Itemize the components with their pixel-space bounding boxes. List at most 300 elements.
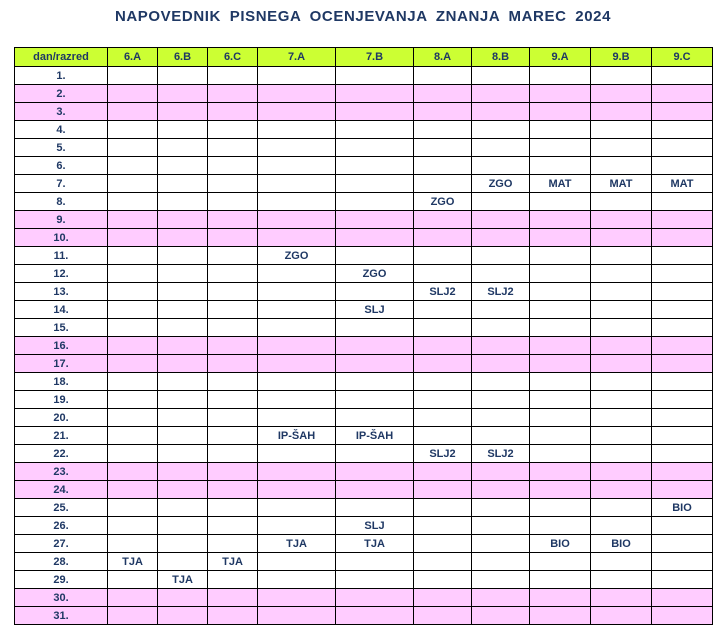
exam-cell: [414, 157, 472, 175]
exam-cell: [108, 481, 158, 499]
exam-cell: [158, 373, 208, 391]
table-row: [15, 571, 713, 589]
day-cell: 13.: [15, 283, 108, 301]
exam-cell: [530, 319, 591, 337]
exam-cell: [591, 265, 652, 283]
day-cell: 25.: [15, 499, 108, 517]
exam-cell: [208, 121, 258, 139]
exam-cell: [414, 175, 472, 193]
exam-cell: [258, 553, 336, 571]
exam-cell: [414, 409, 472, 427]
exam-cell: [258, 445, 336, 463]
day-cell: 9.: [15, 211, 108, 229]
exam-cell: SLJ: [336, 301, 414, 319]
exam-cell: [108, 157, 158, 175]
day-cell: 24.: [15, 481, 108, 499]
exam-cell: [530, 553, 591, 571]
exam-cell: [414, 121, 472, 139]
exam-cell: [208, 517, 258, 535]
header-class-9a: 9.A: [530, 48, 591, 67]
exam-cell: [336, 463, 414, 481]
exam-cell: [652, 337, 713, 355]
exam-cell: [336, 121, 414, 139]
exam-cell: [208, 211, 258, 229]
exam-cell: [108, 319, 158, 337]
exam-cell: [652, 85, 713, 103]
exam-cell: [591, 193, 652, 211]
exam-cell: [530, 499, 591, 517]
exam-cell: [108, 445, 158, 463]
exam-cell: [258, 157, 336, 175]
exam-cell: [472, 373, 530, 391]
exam-cell: [414, 85, 472, 103]
exam-cell: [336, 391, 414, 409]
exam-cell: [652, 301, 713, 319]
exam-cell: [158, 481, 208, 499]
exam-cell: [336, 589, 414, 607]
exam-cell: [652, 211, 713, 229]
day-cell: 18.: [15, 373, 108, 391]
exam-cell: TJA: [258, 535, 336, 553]
exam-cell: [108, 535, 158, 553]
exam-cell: [414, 319, 472, 337]
exam-cell: SLJ: [336, 517, 414, 535]
exam-cell: BIO: [652, 499, 713, 517]
exam-cell: [258, 139, 336, 157]
exam-cell: [208, 157, 258, 175]
exam-cell: [158, 211, 208, 229]
exam-cell: [652, 355, 713, 373]
exam-cell: [472, 67, 530, 85]
exam-cell: [591, 85, 652, 103]
header-class-6c: 6.C: [208, 48, 258, 67]
exam-cell: [530, 517, 591, 535]
exam-cell: [258, 67, 336, 85]
exam-cell: [591, 409, 652, 427]
exam-cell: [414, 337, 472, 355]
table-row: [15, 499, 713, 517]
exam-cell: [258, 607, 336, 625]
exam-cell: [258, 391, 336, 409]
exam-cell: [472, 85, 530, 103]
exam-cell: [258, 301, 336, 319]
exam-cell: ZGO: [414, 193, 472, 211]
exam-cell: [208, 103, 258, 121]
day-cell: 3.: [15, 103, 108, 121]
exam-cell: [336, 319, 414, 337]
table-row: [15, 445, 713, 463]
exam-cell: IP-ŠAH: [258, 427, 336, 445]
exam-cell: [158, 229, 208, 247]
exam-cell: [652, 103, 713, 121]
table-row: [15, 373, 713, 391]
exam-cell: [414, 265, 472, 283]
exam-cell: [652, 319, 713, 337]
exam-cell: [591, 427, 652, 445]
exam-cell: ZGO: [336, 265, 414, 283]
exam-cell: [414, 373, 472, 391]
exam-cell: [108, 175, 158, 193]
day-cell: 17.: [15, 355, 108, 373]
exam-cell: [336, 211, 414, 229]
exam-cell: [472, 481, 530, 499]
exam-cell: [208, 193, 258, 211]
day-cell: 10.: [15, 229, 108, 247]
exam-cell: [208, 265, 258, 283]
exam-cell: [530, 247, 591, 265]
exam-cell: TJA: [336, 535, 414, 553]
table-row: [15, 85, 713, 103]
exam-cell: [530, 355, 591, 373]
day-cell: 2.: [15, 85, 108, 103]
exam-cell: [530, 481, 591, 499]
exam-cell: [414, 427, 472, 445]
exam-cell: [208, 571, 258, 589]
exam-cell: [591, 319, 652, 337]
exam-cell: [258, 103, 336, 121]
header-class-6a: 6.A: [108, 48, 158, 67]
exam-cell: [108, 373, 158, 391]
exam-cell: [414, 139, 472, 157]
exam-cell: [591, 517, 652, 535]
day-cell: 19.: [15, 391, 108, 409]
exam-cell: [158, 85, 208, 103]
exam-cell: MAT: [652, 175, 713, 193]
exam-cell: [258, 193, 336, 211]
exam-cell: [158, 67, 208, 85]
exam-cell: [108, 499, 158, 517]
exam-cell: [108, 589, 158, 607]
exam-cell: [208, 499, 258, 517]
exam-cell: [652, 139, 713, 157]
header-class-7a: 7.A: [258, 48, 336, 67]
exam-cell: [472, 229, 530, 247]
exam-cell: [158, 157, 208, 175]
exam-cell: [336, 373, 414, 391]
exam-cell: [472, 517, 530, 535]
exam-cell: [472, 247, 530, 265]
exam-cell: [258, 463, 336, 481]
table-row: [15, 211, 713, 229]
exam-cell: [208, 175, 258, 193]
exam-cell: [336, 481, 414, 499]
exam-cell: TJA: [108, 553, 158, 571]
exam-cell: [258, 409, 336, 427]
exam-cell: [472, 193, 530, 211]
exam-cell: [652, 571, 713, 589]
exam-cell: [336, 607, 414, 625]
exam-cell: [472, 427, 530, 445]
exam-cell: [472, 607, 530, 625]
exam-cell: [208, 355, 258, 373]
exam-cell: [108, 103, 158, 121]
exam-cell: [158, 409, 208, 427]
exam-cell: [414, 229, 472, 247]
exam-cell: [591, 589, 652, 607]
day-cell: 31.: [15, 607, 108, 625]
exam-cell: [158, 247, 208, 265]
table-row: [15, 319, 713, 337]
exam-cell: [158, 499, 208, 517]
day-cell: 12.: [15, 265, 108, 283]
exam-cell: [530, 211, 591, 229]
exam-cell: [472, 409, 530, 427]
exam-cell: [336, 139, 414, 157]
exam-cell: [336, 409, 414, 427]
exam-cell: [530, 265, 591, 283]
exam-cell: [108, 121, 158, 139]
exam-cell: BIO: [591, 535, 652, 553]
exam-cell: [336, 103, 414, 121]
header-class-7b: 7.B: [336, 48, 414, 67]
exam-cell: [158, 301, 208, 319]
exam-cell: [258, 283, 336, 301]
table-row: [15, 355, 713, 373]
exam-cell: BIO: [530, 535, 591, 553]
exam-cell: IP-ŠAH: [336, 427, 414, 445]
exam-cell: [472, 211, 530, 229]
exam-cell: [652, 391, 713, 409]
exam-cell: [591, 283, 652, 301]
exam-cell: [591, 355, 652, 373]
exam-cell: MAT: [591, 175, 652, 193]
exam-cell: [591, 391, 652, 409]
exam-cell: [336, 337, 414, 355]
exam-cell: [258, 373, 336, 391]
exam-cell: [158, 589, 208, 607]
exam-cell: [336, 85, 414, 103]
exam-cell: [336, 355, 414, 373]
exam-cell: [208, 373, 258, 391]
header-class-9b: 9.B: [591, 48, 652, 67]
exam-cell: [414, 607, 472, 625]
day-cell: 4.: [15, 121, 108, 139]
day-cell: 29.: [15, 571, 108, 589]
exam-cell: [652, 373, 713, 391]
schedule-body: [15, 67, 713, 625]
exam-cell: [652, 427, 713, 445]
exam-cell: SLJ2: [472, 283, 530, 301]
exam-cell: [414, 391, 472, 409]
day-cell: 27.: [15, 535, 108, 553]
exam-cell: [108, 283, 158, 301]
exam-cell: [336, 175, 414, 193]
exam-cell: [258, 499, 336, 517]
table-row: [15, 391, 713, 409]
table-row: [15, 175, 713, 193]
exam-cell: [158, 553, 208, 571]
exam-cell: [591, 103, 652, 121]
exam-cell: [208, 481, 258, 499]
exam-cell: ZGO: [472, 175, 530, 193]
exam-cell: [208, 139, 258, 157]
table-row: [15, 265, 713, 283]
exam-cell: [591, 67, 652, 85]
exam-cell: [652, 445, 713, 463]
exam-cell: [208, 535, 258, 553]
exam-cell: [472, 139, 530, 157]
exam-cell: [472, 589, 530, 607]
header-class-6b: 6.B: [158, 48, 208, 67]
exam-cell: [530, 391, 591, 409]
exam-cell: [591, 337, 652, 355]
exam-cell: [108, 391, 158, 409]
exam-cell: [414, 553, 472, 571]
exam-cell: [258, 229, 336, 247]
exam-cell: [258, 85, 336, 103]
exam-cell: [530, 283, 591, 301]
exam-cell: [158, 139, 208, 157]
exam-cell: [414, 463, 472, 481]
exam-cell: [591, 553, 652, 571]
exam-cell: [591, 463, 652, 481]
table-row: [15, 121, 713, 139]
exam-cell: [414, 481, 472, 499]
exam-cell: [108, 409, 158, 427]
exam-cell: [208, 301, 258, 319]
table-row: [15, 247, 713, 265]
table-row: [15, 229, 713, 247]
exam-cell: [208, 409, 258, 427]
exam-cell: [530, 463, 591, 481]
exam-cell: [472, 355, 530, 373]
exam-cell: [414, 247, 472, 265]
exam-cell: [258, 121, 336, 139]
exam-cell: [108, 607, 158, 625]
exam-cell: [414, 67, 472, 85]
day-cell: 11.: [15, 247, 108, 265]
exam-cell: [208, 445, 258, 463]
day-cell: 23.: [15, 463, 108, 481]
exam-cell: [652, 463, 713, 481]
exam-cell: [652, 121, 713, 139]
exam-cell: [472, 103, 530, 121]
exam-cell: [414, 355, 472, 373]
exam-cell: [652, 553, 713, 571]
exam-cell: [108, 301, 158, 319]
exam-cell: [591, 445, 652, 463]
exam-cell: [530, 121, 591, 139]
table-row: [15, 283, 713, 301]
exam-cell: SLJ2: [472, 445, 530, 463]
exam-cell: [108, 229, 158, 247]
exam-cell: [108, 337, 158, 355]
exam-cell: [158, 607, 208, 625]
exam-cell: [591, 571, 652, 589]
exam-cell: [414, 499, 472, 517]
exam-cell: [530, 571, 591, 589]
exam-cell: [530, 409, 591, 427]
exam-cell: [652, 283, 713, 301]
exam-cell: [258, 319, 336, 337]
exam-cell: [530, 229, 591, 247]
exam-cell: [414, 301, 472, 319]
exam-cell: [258, 265, 336, 283]
exam-cell: [591, 211, 652, 229]
header-class-8b: 8.B: [472, 48, 530, 67]
exam-cell: [336, 445, 414, 463]
table-row: [15, 481, 713, 499]
day-cell: 8.: [15, 193, 108, 211]
exam-cell: [472, 463, 530, 481]
exam-cell: [530, 193, 591, 211]
exam-cell: [108, 517, 158, 535]
exam-cell: [158, 319, 208, 337]
exam-cell: [652, 535, 713, 553]
exam-cell: [530, 157, 591, 175]
day-cell: 14.: [15, 301, 108, 319]
exam-cell: [530, 67, 591, 85]
exam-cell: [336, 553, 414, 571]
exam-cell: [258, 211, 336, 229]
exam-cell: [158, 193, 208, 211]
exam-cell: [208, 67, 258, 85]
exam-cell: [108, 139, 158, 157]
exam-cell: [652, 157, 713, 175]
exam-cell: [414, 211, 472, 229]
exam-cell: [652, 67, 713, 85]
header-row: [15, 48, 713, 67]
table-row: [15, 607, 713, 625]
exam-cell: [336, 499, 414, 517]
exam-cell: [591, 157, 652, 175]
exam-cell: [591, 247, 652, 265]
exam-cell: [158, 463, 208, 481]
exam-cell: [208, 391, 258, 409]
exam-cell: [472, 571, 530, 589]
day-cell: 21.: [15, 427, 108, 445]
header-class-8a: 8.A: [414, 48, 472, 67]
day-cell: 6.: [15, 157, 108, 175]
exam-cell: [530, 445, 591, 463]
exam-cell: [108, 463, 158, 481]
exam-cell: [208, 247, 258, 265]
exam-cell: [472, 499, 530, 517]
exam-cell: [158, 121, 208, 139]
exam-cell: [530, 337, 591, 355]
exam-cell: [530, 85, 591, 103]
exam-cell: [108, 85, 158, 103]
exam-cell: [258, 571, 336, 589]
table-row: [15, 463, 713, 481]
exam-cell: [158, 337, 208, 355]
table-row: [15, 337, 713, 355]
table-row: [15, 193, 713, 211]
exam-cell: [652, 265, 713, 283]
exam-cell: [158, 427, 208, 445]
day-cell: 22.: [15, 445, 108, 463]
exam-cell: [472, 157, 530, 175]
exam-cell: [652, 589, 713, 607]
exam-cell: [158, 535, 208, 553]
header-day-class: dan/razred: [15, 48, 108, 67]
day-cell: 20.: [15, 409, 108, 427]
table-row: [15, 157, 713, 175]
exam-cell: [530, 373, 591, 391]
exam-cell: [158, 175, 208, 193]
exam-cell: [336, 67, 414, 85]
exam-cell: [652, 229, 713, 247]
exam-cell: [208, 607, 258, 625]
exam-cell: [108, 247, 158, 265]
day-cell: 28.: [15, 553, 108, 571]
exam-cell: [108, 193, 158, 211]
exam-cell: [208, 283, 258, 301]
exam-cell: [472, 535, 530, 553]
exam-cell: [652, 409, 713, 427]
exam-cell: [336, 283, 414, 301]
exam-cell: [591, 499, 652, 517]
